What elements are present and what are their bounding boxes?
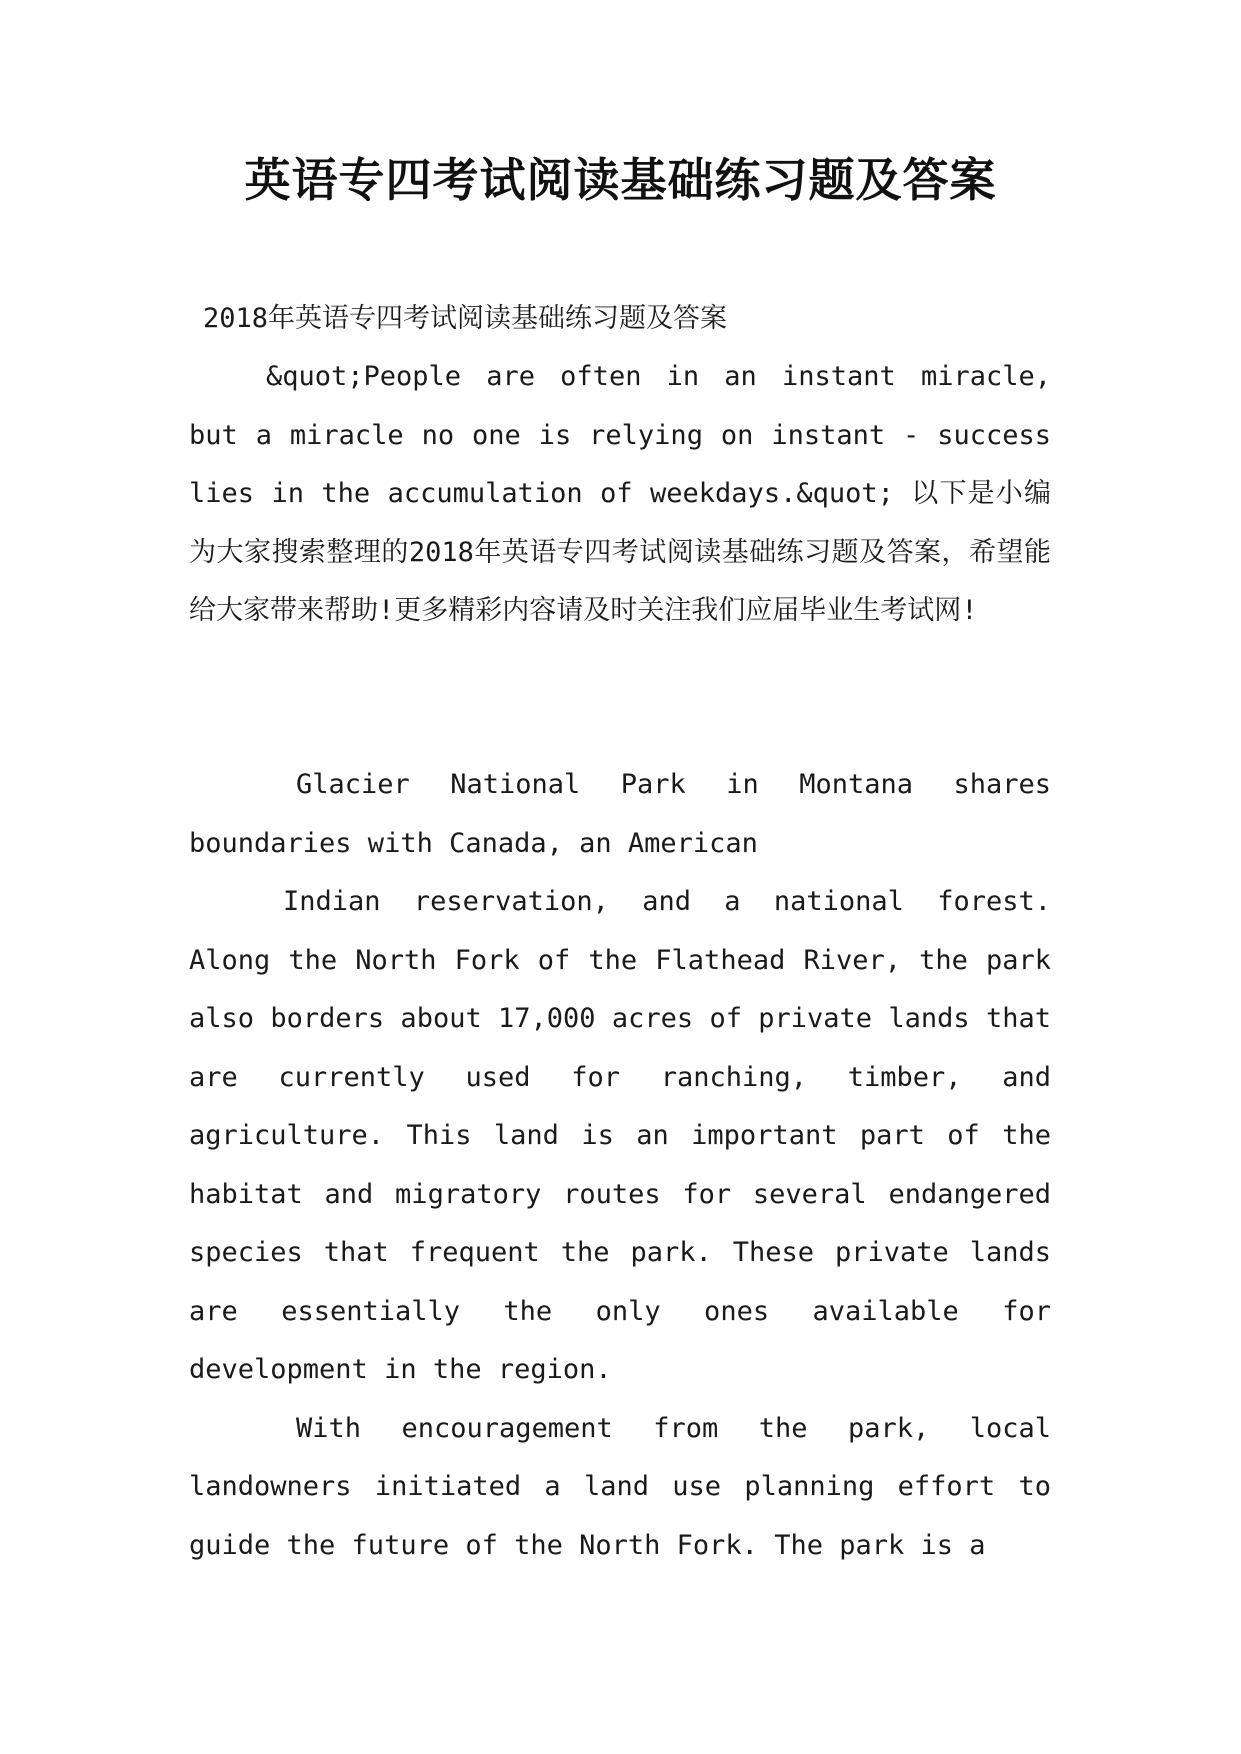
intro-block bbox=[189, 348, 1051, 641]
passage-paragraph-3: With encouragement from the park, local landowners initiated a land use planning effort to guide the future of the North Fork. The park is a bbox=[189, 1412, 1051, 1561]
document-subtitle: 2018年英语专四考试阅读基础练习题及答案 bbox=[203, 303, 728, 334]
passage-paragraph-2: Indian reservation, and a national forest. Along the North Fork of the Flathead River, the park also borders about 17,000 acres of private lands that are currently used for ranching, timber, and agriculture. This land is an important part of the habitat and migratory routes for several endangered species that frequent the park. These private lands are essentially the only ones available for development in the region. bbox=[189, 886, 1051, 1385]
reading-passage bbox=[189, 756, 1051, 1575]
intro-paragraph: &quot;People are often in an instant miracle, but a miracle no one is relying on instant - success lies in the accumulation of weekdays.&quot; 以下是小编为大家搜索整理的2018年英语专四考试阅读基础练习题及答案，希望能给大家带来帮助!更多精彩内容请及时关注我们应届毕业生考试网! bbox=[189, 361, 1051, 626]
document-title: 英语专四考试阅读基础练习题及答案 bbox=[244, 153, 997, 207]
passage-paragraph-1: Glacier National Park in Montana shares boundaries with Canada, an American bbox=[189, 769, 1051, 859]
